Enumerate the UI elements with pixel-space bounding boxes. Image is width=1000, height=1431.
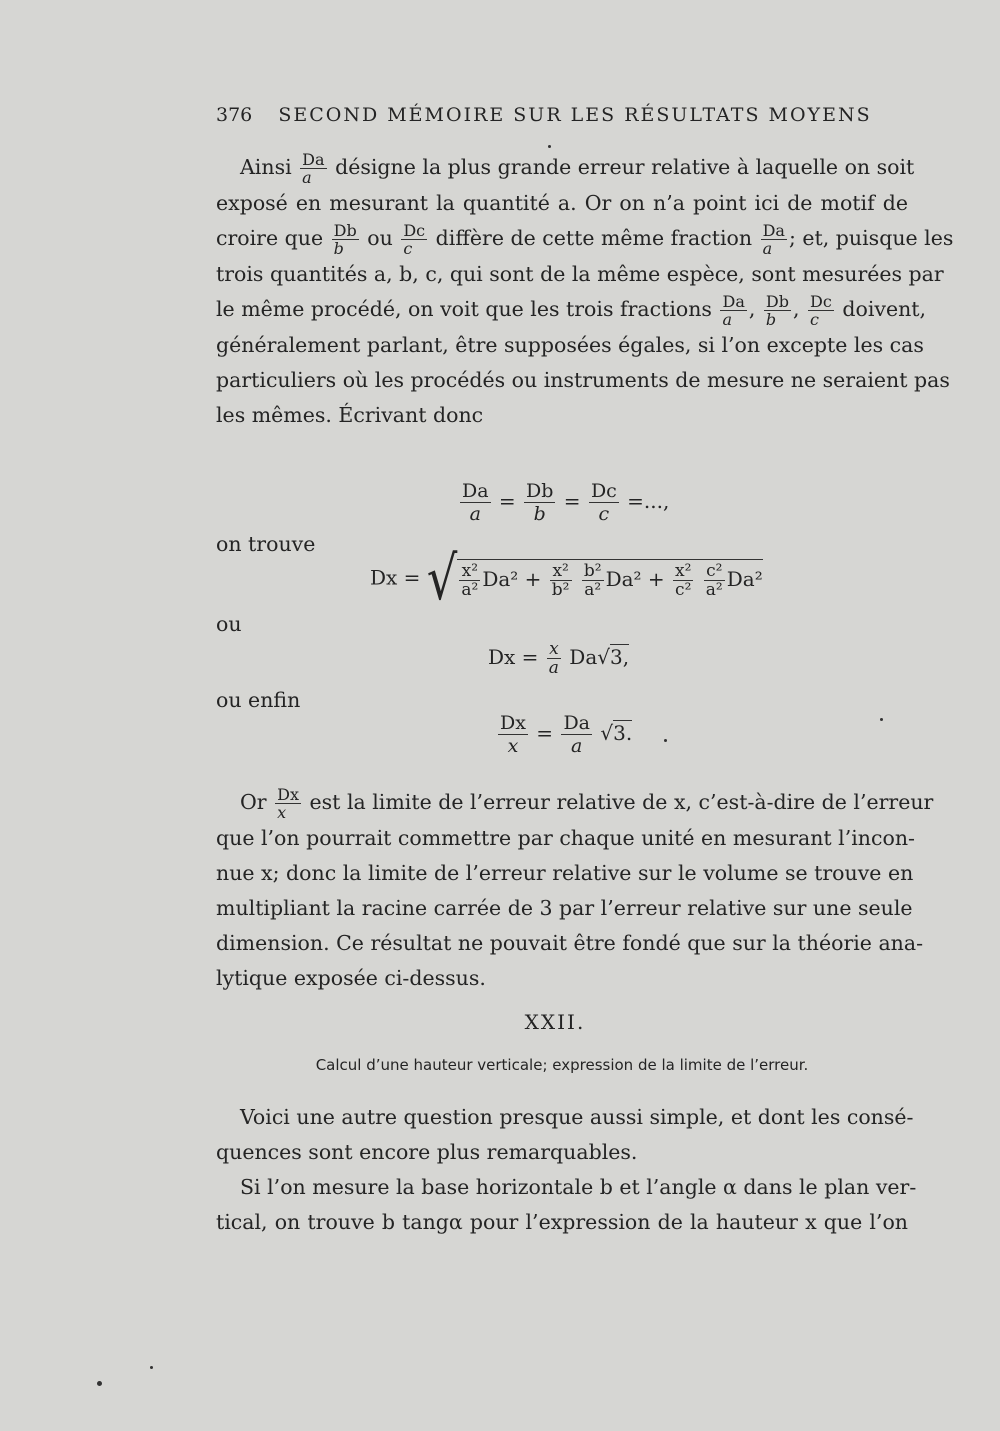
denominator — [524, 503, 555, 525]
numerator: x² — [459, 562, 480, 581]
fraction — [704, 562, 725, 599]
equation-relative-error: $\frac{Dx}{x}$ = $\frac{Da}{a}$ √3. — [500, 712, 633, 757]
text-line: Si l’on mesure la base horizontale b et l’angle α dans le plan ver- — [240, 1175, 917, 1199]
var: a — [469, 503, 481, 525]
paragraph-3 — [216, 1100, 917, 1240]
fraction-dc-c — [808, 293, 834, 328]
radicand: 3, — [610, 645, 630, 669]
text-line: dimension. Ce résultat ne pouvait être fondé que sur la théorie ana- — [216, 931, 924, 955]
denominator — [460, 503, 491, 525]
numerator: x² — [550, 562, 572, 581]
lhs: Dx = — [370, 565, 421, 590]
text: croire que — [216, 226, 324, 250]
paragraph-2 — [216, 785, 934, 996]
numerator: Dx — [500, 712, 526, 734]
denominator — [547, 659, 561, 677]
dust-speck — [664, 739, 667, 742]
numerator: Da — [462, 480, 489, 502]
numerator — [547, 640, 561, 659]
text-line: quences sont encore plus remarquables. — [216, 1140, 638, 1164]
var: c — [403, 239, 413, 258]
fraction-dc-c — [589, 480, 619, 525]
text: Or — [240, 790, 267, 814]
fraction-db-b — [764, 293, 791, 328]
label-ou: ou — [216, 612, 242, 636]
fraction — [459, 562, 480, 599]
numerator: Dc — [403, 221, 426, 240]
text-line: exposé en mesurant la quantité a. Or on n’a point ici de motif de — [216, 191, 908, 215]
radical-sign: √ — [597, 645, 611, 669]
dust-speck — [150, 1366, 153, 1369]
var: a — [548, 658, 559, 678]
denominator: b² — [551, 580, 570, 600]
denominator — [561, 735, 592, 757]
denominator — [764, 311, 791, 328]
var: b — [333, 239, 344, 258]
text-line: nue x; donc la limite de l’erreur relative sur le volume se trouve en — [216, 861, 914, 885]
text-line: que l’on pourrait commettre par chaque unité en mesurant l’incon- — [216, 826, 915, 850]
numerator: Dc — [810, 292, 832, 311]
numerator: Dc — [590, 480, 617, 502]
text: diffère de cette même fraction — [435, 226, 753, 250]
fraction-da-a — [761, 222, 787, 257]
text: désigne la plus grande erreur relative à laquelle on soit — [335, 155, 915, 179]
numerator: c² — [704, 562, 725, 581]
denominator — [498, 735, 528, 757]
fraction — [550, 562, 572, 599]
text-line: généralement parlant, être supposées égales, si l’on excepte les cas — [216, 333, 924, 357]
text: ; et, puisque les — [788, 226, 954, 250]
numerator: Dx — [277, 785, 299, 804]
text-line — [216, 785, 934, 822]
ellipsis: =..., — [627, 489, 670, 513]
text-line: lytique exposée ci-dessus. — [216, 966, 486, 990]
dust-speck — [548, 145, 551, 148]
denominator — [808, 311, 834, 328]
denominator: a² — [461, 580, 479, 600]
text: le même procédé, on voit que les trois fractions — [216, 297, 712, 321]
fraction-x-a — [547, 640, 561, 677]
numerator: Da — [563, 712, 590, 734]
numerator: Db — [765, 292, 789, 311]
fraction-db-b — [524, 480, 555, 525]
text-line: le même procédé, on voit que les trois fractions $\frac{Da}{a}$ , $\frac{Db}{b}$ , $\frac{Dc}{c}$ doivent, — [216, 292, 927, 329]
fraction-da-a — [720, 293, 746, 328]
dust-speck — [97, 1381, 102, 1386]
denominator — [401, 240, 427, 257]
term: Da² + — [482, 567, 542, 591]
var: a — [571, 735, 583, 757]
term: Da — [569, 645, 598, 669]
denominator — [761, 240, 787, 257]
text-line: multipliant la racine carrée de 3 par l’erreur relative sur une seule — [216, 896, 913, 920]
denominator — [332, 240, 359, 257]
text-line — [216, 221, 954, 258]
radicand: 3. — [613, 721, 633, 745]
numerator: b² — [583, 561, 602, 581]
text: Ainsi — [240, 155, 292, 179]
text-line: les mêmes. Écrivant donc — [216, 403, 484, 427]
term: Da² — [726, 567, 763, 591]
denominator: a² — [584, 580, 602, 600]
text-line — [216, 150, 915, 187]
numerator: Db — [526, 480, 554, 502]
var: x — [507, 735, 519, 757]
dust-speck — [880, 718, 883, 721]
numerator: Db — [333, 221, 357, 240]
fraction-dx-x — [275, 786, 301, 821]
lhs: Dx = — [488, 645, 539, 669]
var: c — [598, 503, 610, 525]
radical-sign: √ — [600, 721, 614, 745]
square-root — [426, 544, 763, 614]
var: x — [277, 803, 287, 822]
equation-dx-sqrt — [370, 544, 763, 614]
fraction-da-a — [561, 712, 592, 757]
var: x — [549, 639, 559, 659]
fraction — [673, 562, 693, 599]
fraction-da-a — [460, 480, 491, 525]
denominator: a² — [705, 580, 723, 600]
var: a — [722, 310, 733, 329]
fraction — [582, 562, 604, 599]
text-line: tical, on trouve b tangα pour l’expression de la hauteur x que l’on — [216, 1210, 908, 1234]
numerator: Da — [762, 221, 785, 240]
text: est la limite de l’erreur relative de x, c’est-à-dire de l’erreur — [309, 790, 934, 814]
label-on-trouve: on trouve — [216, 532, 316, 556]
text: doivent, — [842, 297, 927, 321]
numerator: Da — [722, 292, 745, 311]
var: a — [762, 239, 773, 258]
section-title: Calcul d’une hauteur verticale; expression de la limite de l’erreur. — [315, 1056, 809, 1074]
page-number: 376 — [216, 104, 253, 126]
text-line: particuliers où les procédés ou instruments de mesure ne seraient pas — [216, 368, 950, 392]
fraction-dc-c — [401, 222, 427, 257]
text-line: trois quantités a, b, c, qui sont de la même espèce, sont mesurées par — [216, 262, 944, 286]
running-head — [216, 104, 908, 126]
fraction-da-a — [300, 151, 326, 186]
paragraph-1 — [216, 150, 954, 433]
equation-dx-root3 — [488, 640, 629, 677]
radical-sign: √ — [426, 544, 458, 614]
denominator — [720, 311, 746, 328]
denominator — [589, 503, 619, 525]
numerator: x² — [675, 561, 692, 581]
var: a — [302, 168, 312, 187]
denominator — [275, 804, 301, 821]
var: b — [533, 503, 546, 525]
running-title: SECOND MÉMOIRE SUR LES RÉSULTATS MOYENS — [278, 104, 872, 126]
denominator — [300, 169, 326, 186]
var: c — [810, 310, 819, 329]
section-number: XXII. — [524, 1010, 586, 1034]
label-ou-enfin: ou enfin — [216, 688, 301, 712]
radicand — [457, 559, 762, 599]
fraction-dx-x — [498, 712, 528, 757]
fraction-db-b — [332, 222, 359, 257]
term: Da² + — [605, 567, 665, 591]
text: ou — [367, 226, 393, 250]
denominator: c² — [675, 580, 692, 600]
numerator: Da — [302, 150, 325, 169]
text-line: Voici une autre question presque aussi simple, et dont les consé- — [240, 1105, 914, 1129]
var: b — [765, 310, 777, 329]
equation-equal-ratios: $\frac{Da}{a}$ = $\frac{Db}{b}$ = $\frac{Dc}{c}$ =..., — [462, 480, 670, 525]
